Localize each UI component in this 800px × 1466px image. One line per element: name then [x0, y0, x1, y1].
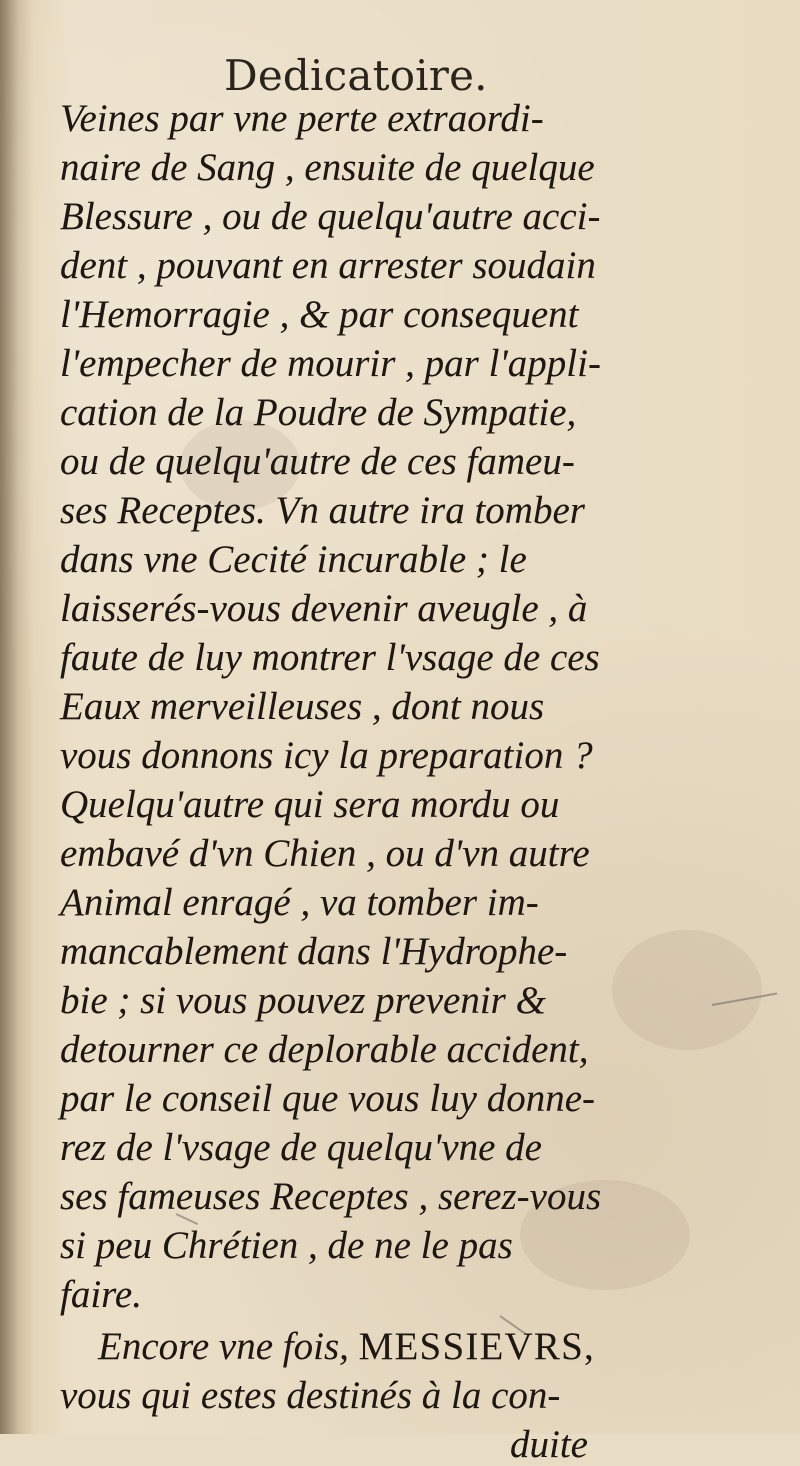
- text-line: ses fameuses Receptes , serez-vous: [60, 1175, 602, 1218]
- text-line: naire de Sang , ensuite de quelque: [60, 146, 595, 189]
- page-title: Dedicatoire.: [224, 51, 488, 100]
- text-line: ou de quelqu'autre de ces fameu-: [60, 440, 575, 483]
- text-line: vous qui estes destinés à la con-: [60, 1374, 561, 1417]
- text-line: Eaux merveilleuses , dont nous: [60, 685, 545, 728]
- body-text: [60, 97, 620, 1466]
- text-line: par le conseil que vous luy donne-: [60, 1077, 596, 1120]
- text-line: faute de luy montrer l'vsage de ces: [60, 636, 600, 679]
- text-line: embavé d'vn Chien , ou d'vn autre: [60, 832, 590, 875]
- text-line: Veines par vne perte extraordi-: [60, 97, 544, 140]
- text-line: faire.: [60, 1273, 142, 1316]
- text-line: dent , pouvant en arrester soudain: [60, 244, 596, 287]
- text-line: dans vne Cecité incurable ; le: [60, 538, 527, 581]
- text-line: mancablement dans l'Hydrophe-: [60, 930, 568, 973]
- text-line: Quelqu'autre qui sera mordu ou: [60, 783, 560, 826]
- text-line: Animal enragé , va tomber im-: [60, 881, 539, 924]
- text-line: Blessure , ou de quelqu'autre acci-: [60, 195, 601, 238]
- text-line: ses Receptes. Vn autre ira tomber: [60, 489, 585, 532]
- text-line: bie ; si vous pouvez prevenir &: [60, 979, 546, 1022]
- text-line: vous donnons icy la preparation ?: [60, 734, 593, 777]
- paper-stain: [612, 930, 762, 1050]
- line-text: Encore vne fois,: [98, 1325, 349, 1368]
- text-line: rez de l'vsage de quelqu'vne de: [60, 1126, 542, 1169]
- text-line: cation de la Poudre de Sympatie,: [60, 391, 577, 434]
- smallcaps-text: MESSIEVRS,: [358, 1325, 595, 1368]
- text-line: detourner ce deplorable accident,: [60, 1028, 589, 1071]
- page-left-shadow: [0, 0, 34, 1434]
- text-line: l'Hemorragie , & par consequent: [60, 293, 579, 336]
- text-line: l'empecher de mourir , par l'appli-: [60, 342, 601, 385]
- text-line: [98, 1326, 595, 1368]
- text-line: laisserés-vous devenir aveugle , à: [60, 587, 588, 630]
- catchword: duite: [510, 1423, 588, 1466]
- text-line: si peu Chrétien , de ne le pas: [60, 1224, 513, 1267]
